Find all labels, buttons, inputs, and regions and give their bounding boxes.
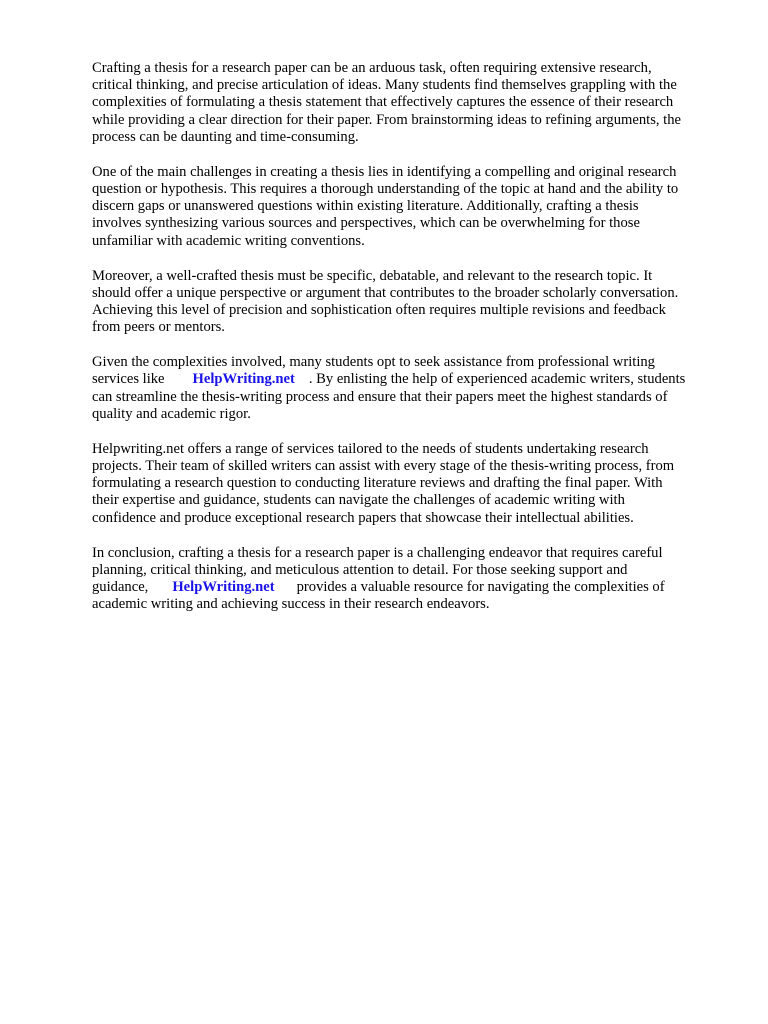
text-line: should offer a unique perspective or argument that contributes to the broader scholarly conversation. xyxy=(92,284,679,301)
text-fragment: guidance, xyxy=(92,579,149,596)
text-line: confidence and produce exceptional research papers that showcase their intellectual abilities. xyxy=(92,509,634,526)
document-body xyxy=(92,60,732,631)
paragraph-conclusion xyxy=(92,545,732,614)
text-line-with-link xyxy=(92,579,732,596)
text-fragment: . By enlisting the help of experienced academic writers, students xyxy=(308,371,686,388)
text-line: Given the complexities involved, many students opt to seek assistance from professional writing xyxy=(92,354,655,371)
paragraph-challenges xyxy=(92,164,732,250)
text-line: process can be daunting and time-consuming. xyxy=(92,128,359,145)
paragraph-assistance xyxy=(92,354,732,423)
helpwriting-link[interactable]: HelpWriting.net xyxy=(172,579,275,596)
text-line: Moreover, a well-crafted thesis must be specific, debatable, and relevant to the research topic. It xyxy=(92,267,653,284)
text-fragment: provides a valuable resource for navigating the complexities of xyxy=(296,579,665,596)
text-line: critical thinking, and precise articulation of ideas. Many students find themselves grappling with the xyxy=(92,77,677,94)
text-line-with-link xyxy=(92,371,732,388)
text-line: involves synthesizing various sources and perspectives, which can be overwhelming for those xyxy=(92,215,640,232)
text-line: their expertise and guidance, students can navigate the challenges of academic writing with xyxy=(92,492,625,509)
text-line: discern gaps or unanswered questions within existing literature. Additionally, crafting a thesis xyxy=(92,198,639,215)
text-line: formulating a research question to conducting literature reviews and drafting the final paper. With xyxy=(92,475,663,492)
text-line: quality and academic rigor. xyxy=(92,405,251,422)
text-fragment: services like xyxy=(92,371,165,388)
paragraph-intro xyxy=(92,60,732,146)
text-line: unfamiliar with academic writing conventions. xyxy=(92,232,365,249)
text-line: In conclusion, crafting a thesis for a research paper is a challenging endeavor that requires careful xyxy=(92,544,663,561)
text-line: One of the main challenges in creating a thesis lies in identifying a compelling and original research xyxy=(92,163,677,180)
text-line: can streamline the thesis-writing process and ensure that their papers meet the highest standards of xyxy=(92,388,668,405)
text-line: complexities of formulating a thesis statement that effectively captures the essence of their research xyxy=(92,94,674,111)
text-line: from peers or mentors. xyxy=(92,319,225,336)
text-line: Helpwriting.net offers a range of services tailored to the needs of students undertaking research xyxy=(92,440,649,457)
helpwriting-link[interactable]: HelpWriting.net xyxy=(192,371,295,388)
paragraph-requirements xyxy=(92,268,732,337)
text-line: academic writing and achieving success in their research endeavors. xyxy=(92,596,490,613)
text-line: Crafting a thesis for a research paper can be an arduous task, often requiring extensive research, xyxy=(92,60,652,76)
paragraph-services xyxy=(92,441,732,527)
text-line: projects. Their team of skilled writers can assist with every stage of the thesis-writing process, from xyxy=(92,458,675,475)
text-line: Achieving this level of precision and sophistication often requires multiple revisions and feedback xyxy=(92,302,666,319)
text-line: question or hypothesis. This requires a thorough understanding of the topic at hand and the ability to xyxy=(92,181,679,198)
text-line: while providing a clear direction for their paper. From brainstorming ideas to refining arguments, the xyxy=(92,111,681,128)
text-line: planning, critical thinking, and meticulous attention to detail. For those seeking support and xyxy=(92,561,628,578)
